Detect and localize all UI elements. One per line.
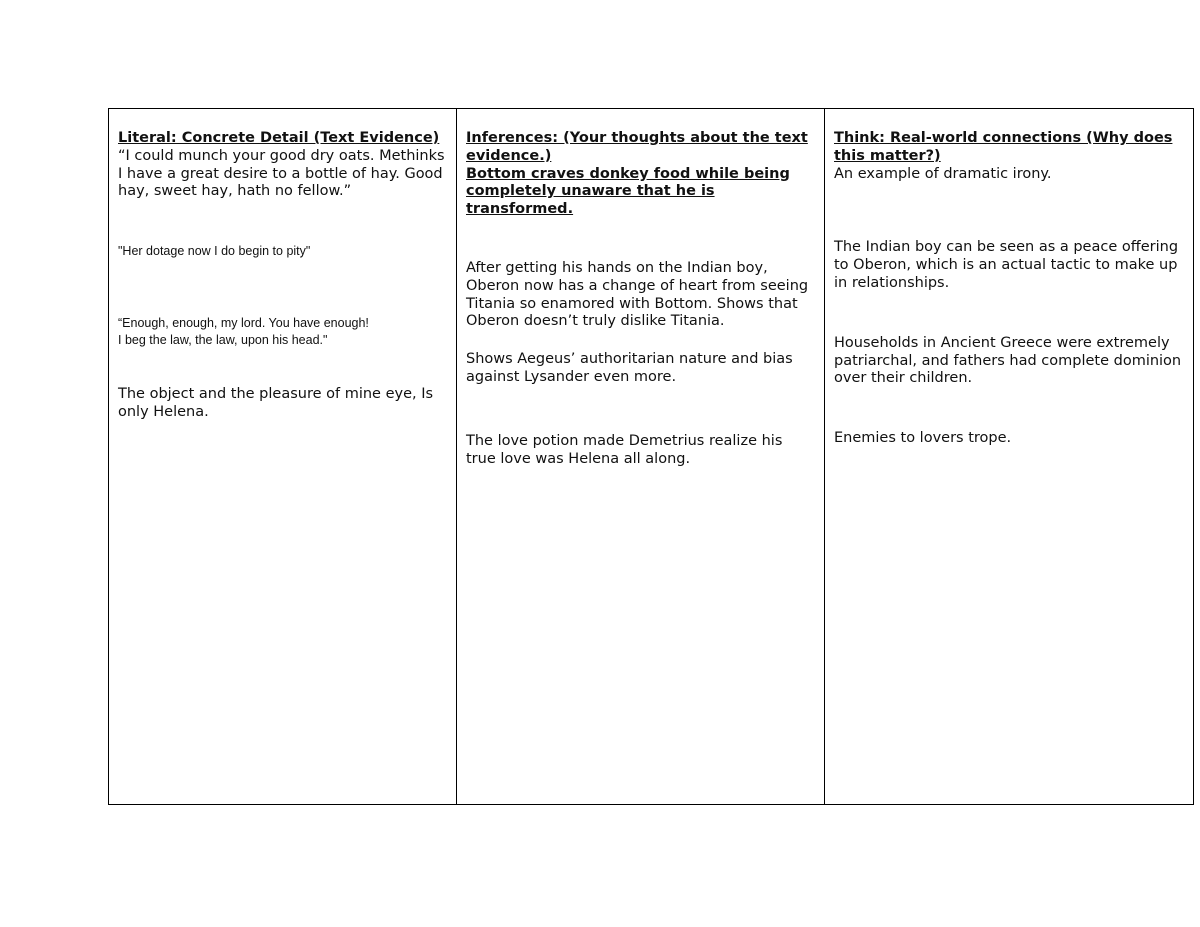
inference-bottom: Bottom craves donkey food while being completely unaware that he is transformed. bbox=[466, 165, 790, 218]
inferences-column bbox=[457, 109, 825, 804]
connection-irony: An example of dramatic irony. bbox=[834, 165, 1052, 182]
inferences-heading: Inferences: (Your thoughts about the text evidence.) bbox=[466, 130, 808, 164]
think-heading: Think: Real-world connections (Why does this matter?) bbox=[834, 130, 1173, 164]
evidence-table bbox=[108, 108, 1194, 805]
literal-heading: Literal: Concrete Detail (Text Evidence) bbox=[118, 130, 440, 146]
literal-quote-enough-line1: “Enough, enough, my lord. You have enough! bbox=[118, 316, 369, 331]
literal-quote-helena: The object and the pleasure of mine eye, Is only Helena. bbox=[118, 386, 434, 420]
literal-quote-oats: “I could munch your good dry oats. Methinks I have a great desire to a bottle of hay. Good hay, sweet hay, hath no fellow.” bbox=[118, 147, 445, 200]
literal-column bbox=[109, 109, 457, 804]
think-column bbox=[825, 109, 1193, 804]
inference-aegeus: Shows Aegeus’ authoritarian nature and bias against Lysander even more. bbox=[466, 351, 793, 385]
literal-quote-dotage: "Her dotage now I do begin to pity" bbox=[118, 244, 311, 259]
literal-quote-enough-line2: I beg the law, the law, upon his head." bbox=[118, 333, 328, 348]
connection-peace-offering: The Indian boy can be seen as a peace offering to Oberon, which is an actual tactic to make up in relationships. bbox=[834, 239, 1179, 291]
connection-trope: Enemies to lovers trope. bbox=[834, 430, 1012, 447]
inference-oberon: After getting his hands on the Indian boy, Oberon now has a change of heart from seeing Titania so enamored with Bottom. Shows that Oberon doesn’t truly dislike Titania. bbox=[466, 259, 809, 330]
connection-patriarchal: Households in Ancient Greece were extremely patriarchal, and fathers had complete dominion over their children. bbox=[834, 334, 1182, 387]
inference-demetrius: The love potion made Demetrius realize his true love was Helena all along. bbox=[466, 432, 783, 467]
